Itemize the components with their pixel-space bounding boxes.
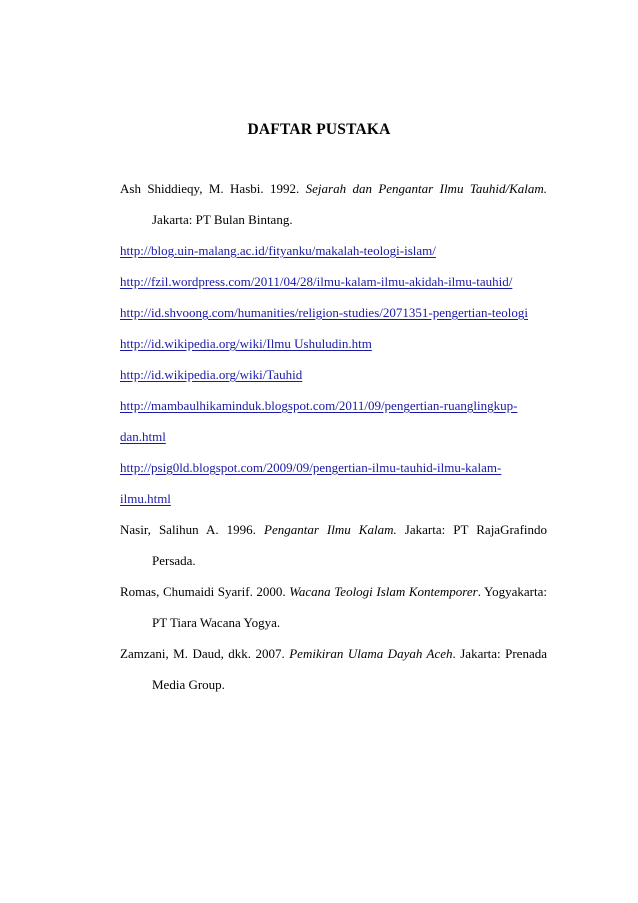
reference-link-continuation[interactable]: ilmu.html: [120, 491, 171, 506]
bibliography-entry-nasir: [120, 520, 547, 551]
bibliography-entry-url: [120, 365, 547, 396]
bibliography-entry-continuation: [120, 613, 547, 644]
bibliography-entry-url: [120, 272, 547, 303]
entry-publisher: PT Tiara Wacana Yogya.: [152, 615, 281, 630]
reference-link[interactable]: http://psig0ld.blogspot.com/2009/09/pengertian-ilmu-tauhid-ilmu-kalam-: [120, 460, 502, 475]
entry-publisher-continuation: Persada.: [152, 553, 196, 568]
reference-link[interactable]: http://id.wikipedia.org/wiki/Tauhid: [120, 367, 303, 382]
reference-link-continuation[interactable]: dan.html: [120, 429, 166, 444]
bibliography-entry-url: [120, 241, 547, 272]
entry-title: Sejarah dan Pengantar Ilmu Tauhid/Kalam.: [305, 181, 548, 196]
bibliography-entry-url: [120, 396, 547, 427]
bibliography-entry-url-continuation: [120, 427, 547, 458]
bibliography-entry-url: [120, 303, 547, 334]
bibliography-entry-continuation: [120, 210, 547, 241]
reference-link[interactable]: http://mambaulhikaminduk.blogspot.com/2011/09/pengertian-ruanglingkup-: [120, 398, 518, 413]
bibliography-entry-romas: [120, 582, 547, 613]
entry-author: Zamzani, M. Daud, dkk. 2007.: [120, 646, 285, 661]
reference-link[interactable]: http://blog.uin-malang.ac.id/fityanku/makalah-teologi-islam/: [120, 243, 436, 258]
reference-link[interactable]: http://fzil.wordpress.com/2011/04/28/ilmu-kalam-ilmu-akidah-ilmu-tauhid/: [120, 274, 513, 289]
entry-author: Romas, Chumaidi Syarif. 2000.: [120, 584, 286, 599]
entry-title: Wacana Teologi Islam Kontemporer: [289, 584, 478, 599]
bibliography-entry-url-continuation: [120, 489, 547, 520]
bibliography-entry-shiddieqy: [120, 179, 547, 210]
entry-author: Nasir, Salihun A. 1996.: [120, 522, 256, 537]
entry-publisher: Media Group.: [152, 677, 225, 692]
entry-publisher: Jakarta: PT Bulan Bintang.: [152, 212, 293, 227]
entry-title: Pemikiran Ulama Dayah Aceh: [289, 646, 453, 661]
bibliography-entry-continuation: [120, 551, 547, 582]
reference-link[interactable]: http://id.shvoong.com/humanities/religion-studies/2071351-pengertian-teologi: [120, 305, 528, 320]
entry-place: . Yogyakarta:: [477, 584, 548, 599]
bibliography-entry-url: [120, 334, 547, 365]
reference-link[interactable]: http://id.wikipedia.org/wiki/Ilmu Ushuludin.htm: [120, 336, 372, 351]
entry-author: Ash Shiddieqy, M. Hasbi. 1992.: [120, 181, 300, 196]
entry-title: Pengantar Ilmu Kalam.: [264, 522, 397, 537]
entry-place: . Jakarta: Prenada: [452, 646, 547, 661]
bibliography-list: [120, 179, 547, 706]
bibliography-entry-continuation: [120, 675, 547, 706]
entry-publisher: Jakarta: PT RajaGrafindo: [404, 522, 548, 537]
page-title: DAFTAR PUSTAKA: [247, 121, 391, 138]
bibliography-entry-zamzani: [120, 644, 547, 675]
bibliography-entry-url: [120, 458, 547, 489]
